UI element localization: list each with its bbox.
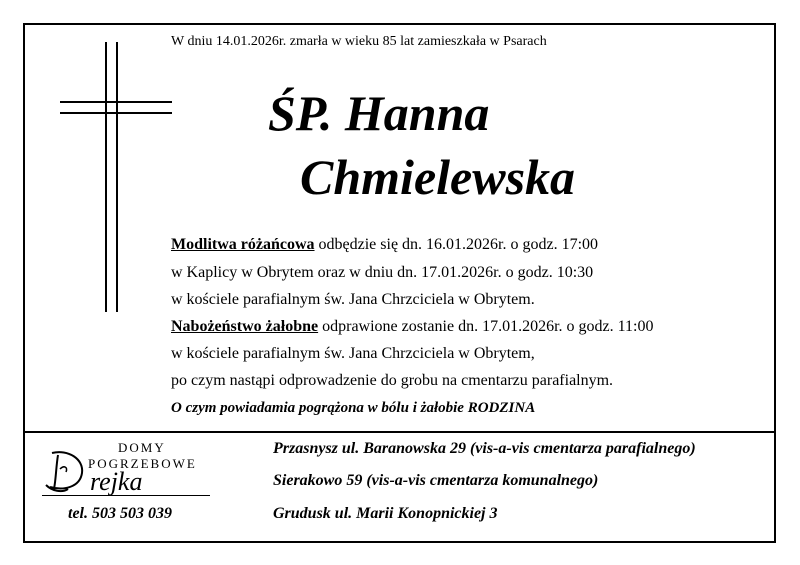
church-line-1: w kościele parafialnym św. Jana Chrzciciela w Obrytem. (171, 291, 535, 308)
funeral-service-heading: Nabożeństwo żałobne (171, 318, 319, 335)
church-line-2: w kościele parafialnym św. Jana Chrzciciela w Obrytem, (171, 345, 535, 362)
funeral-service-line (171, 318, 653, 336)
logo-text-pogrzebowe: POGRZEBOWE (88, 456, 197, 471)
family-closing: O czym powiadamia pogrążona w bólu i żałobie RODZINA (171, 400, 536, 416)
rosary-prayer-heading: Modlitwa różańcowa (171, 236, 315, 253)
logo-text-domy: DOMY (118, 440, 166, 455)
logo-underline (42, 495, 210, 496)
rosary-prayer-line (171, 236, 598, 254)
deceased-name-line1: ŚP. Hanna (268, 85, 490, 141)
funeral-service-details: odprawione zostanie dn. 17.01.2026r. o godz. 11:00 (318, 318, 654, 335)
rosary-prayer-details: odbędzie się dn. 16.01.2026r. o godz. 17:00 (314, 236, 599, 253)
footer-divider (25, 431, 774, 433)
chapel-line: w Kaplicy w Obrytem oraz w dniu dn. 17.01.2026r. o godz. 10:30 (171, 264, 594, 281)
logo-text-script: rejka (90, 467, 143, 496)
logo-d-monogram-icon (38, 445, 88, 495)
burial-line: po czym nastąpi odprowadzenie do grobu na cmentarzu parafialnym. (171, 372, 614, 389)
telephone-number: tel. 503 503 039 (68, 505, 172, 522)
deceased-name-line2: Chmielewska (300, 149, 576, 205)
address-sierakowo: Sierakowo 59 (vis-a-vis cmentarza komunalnego) (273, 472, 599, 489)
address-przasnysz: Przasnysz ul. Baranowska 29 (vis-a-vis cmentarza parafialnego) (273, 440, 696, 457)
address-grudusk: Grudusk ul. Marii Konopnickiej 3 (273, 505, 498, 522)
death-notice-intro: W dniu 14.01.2026r. zmarła w wieku 85 lat zamieszkała w Psarach (171, 34, 547, 49)
